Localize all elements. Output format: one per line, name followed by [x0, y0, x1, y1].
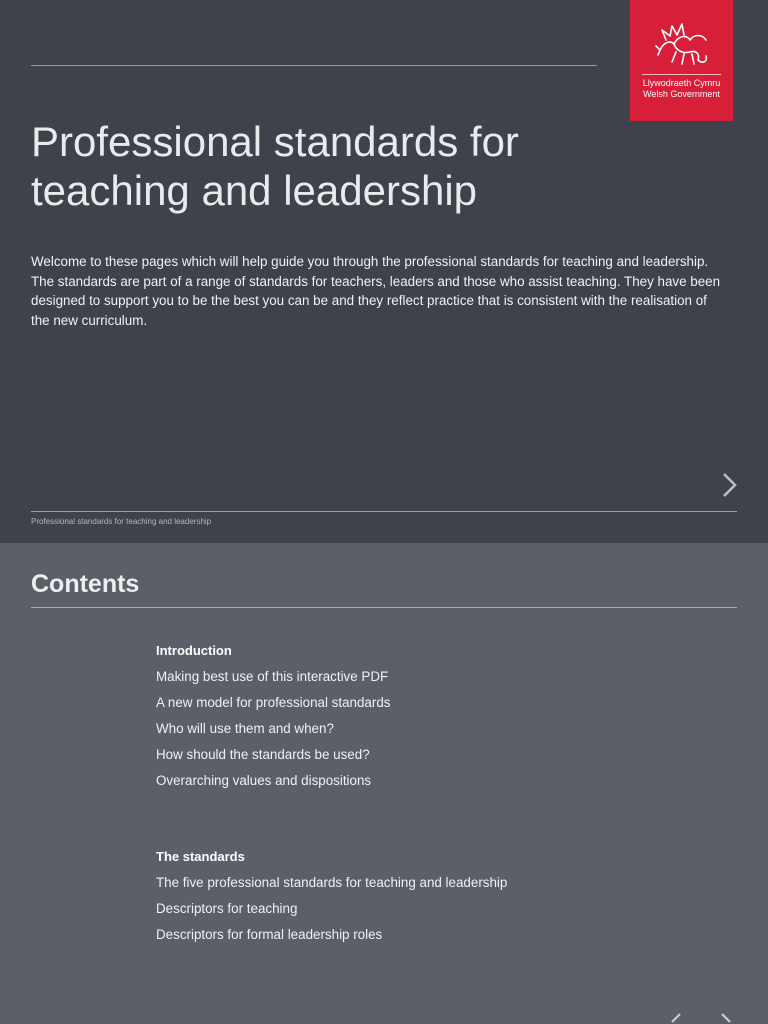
next-page-chevron-icon[interactable] — [716, 1013, 738, 1024]
running-footer: Professional standards for teaching and leadership — [31, 517, 212, 526]
logo-english-name: Welsh Government — [643, 89, 720, 99]
toc-link[interactable]: Making best use of this interactive PDF — [156, 669, 389, 684]
welsh-government-logo — [630, 0, 733, 121]
prev-page-chevron-icon[interactable] — [664, 1013, 686, 1024]
logo-divider — [642, 74, 721, 75]
contents-page — [0, 543, 768, 1024]
toc-link[interactable]: Descriptors for teaching — [156, 901, 298, 916]
top-divider — [31, 65, 597, 66]
toc-section-standards — [156, 848, 676, 952]
toc-section-title: Introduction — [156, 643, 232, 658]
toc-section-title: The standards — [156, 849, 245, 864]
toc-link[interactable]: Who will use them and when? — [156, 721, 334, 736]
welsh-dragon-icon — [652, 20, 712, 70]
toc-link[interactable]: Descriptors for formal leadership roles — [156, 927, 383, 942]
contents-heading: Contents — [31, 570, 140, 598]
toc-link[interactable]: The five professional standards for teaching and leadership — [156, 875, 508, 890]
next-page-chevron-icon[interactable] — [717, 470, 743, 500]
contents-divider — [31, 607, 737, 608]
document-title: Professional standards for teaching and leadership — [31, 118, 519, 214]
toc-link[interactable]: A new model for professional standards — [156, 695, 391, 710]
footer-divider — [31, 511, 737, 512]
toc-link[interactable]: Overarching values and dispositions — [156, 773, 372, 788]
toc-link[interactable]: How should the standards be used? — [156, 747, 370, 762]
logo-welsh-name: Llywodraeth Cymru — [642, 78, 721, 88]
intro-paragraph: Welcome to these pages which will help guide you through the professional standards for teaching and leadership. The standards are part of a range of standards for teachers, leaders and those who assist teaching. They have been designed to support you to be the best you can be and they reflect practice that is consistent with the realisation of the new curriculum. — [31, 254, 721, 328]
logo-text — [630, 78, 733, 100]
toc-section-introduction — [156, 642, 676, 798]
